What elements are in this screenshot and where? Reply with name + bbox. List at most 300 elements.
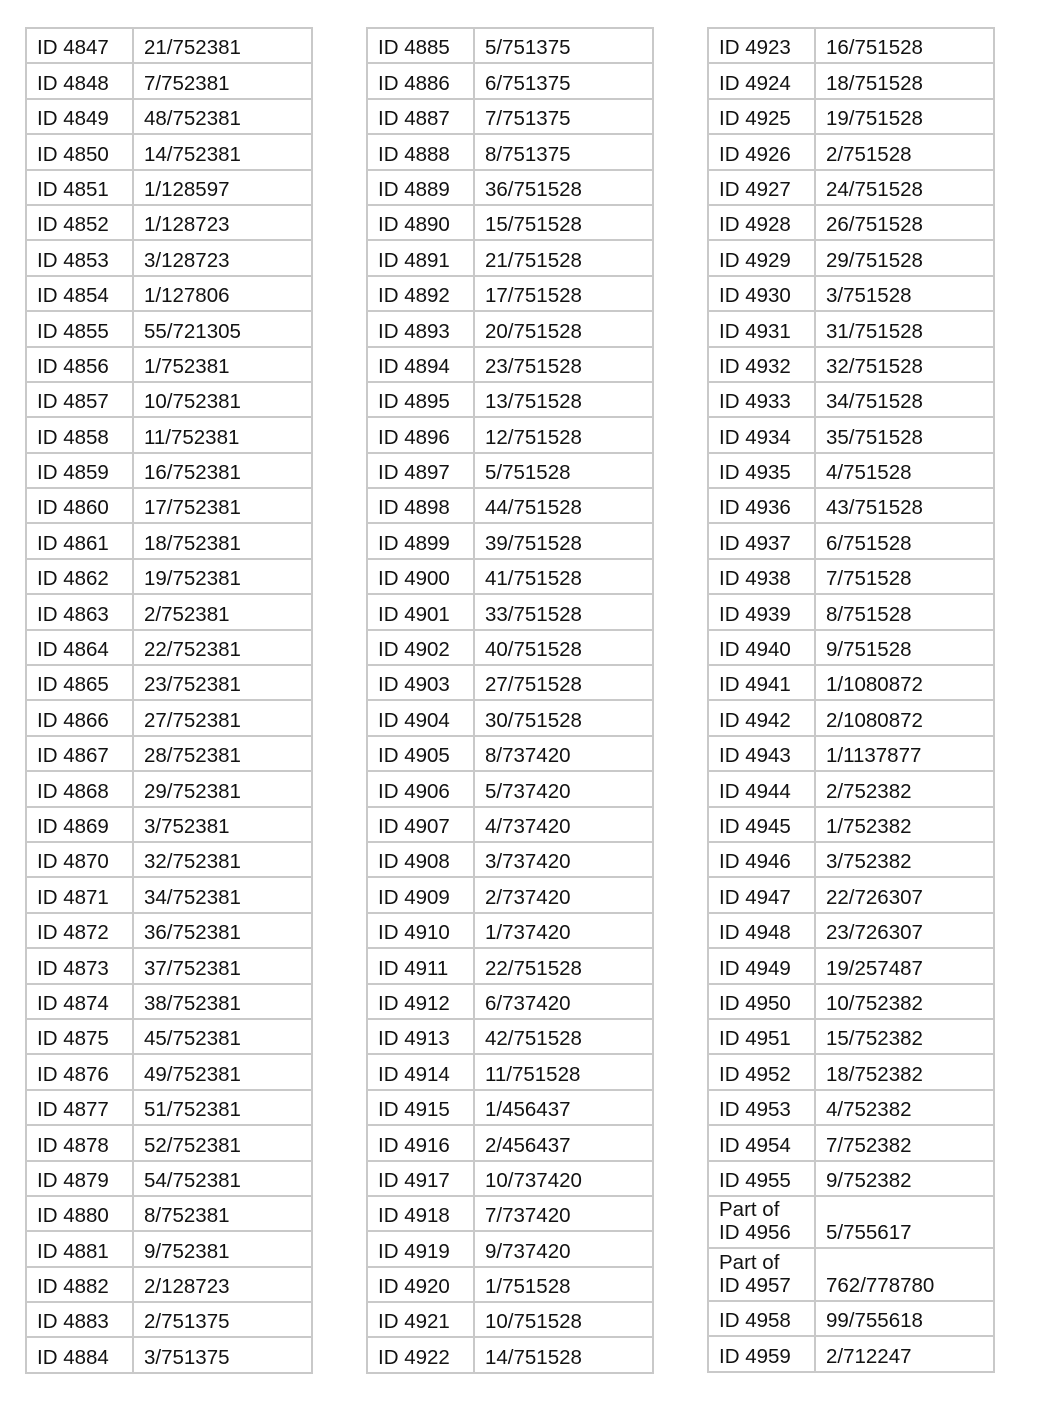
id-text: ID 4905 xyxy=(378,744,450,768)
id-text: ID 4872 xyxy=(37,921,109,945)
id-text: ID 4946 xyxy=(719,850,791,874)
reference-text: 31/751528 xyxy=(826,319,923,343)
id-text: ID 4908 xyxy=(378,850,450,874)
reference-cell xyxy=(474,913,653,948)
reference-text: 5/737420 xyxy=(485,779,571,803)
reference-text: 8/751375 xyxy=(485,142,571,166)
table-row xyxy=(708,1090,994,1125)
reference-text: 34/752381 xyxy=(144,885,241,909)
id-text: ID 4858 xyxy=(37,425,109,449)
table-row xyxy=(367,913,653,948)
reference-cell xyxy=(815,347,994,382)
table-row xyxy=(708,134,994,169)
table-row xyxy=(367,1125,653,1160)
id-text: ID 4914 xyxy=(378,1062,450,1086)
id-cell xyxy=(26,134,133,169)
id-cell xyxy=(708,665,815,700)
table-row xyxy=(26,1125,312,1160)
reference-text: 34/751528 xyxy=(826,390,923,414)
id-text: ID 4928 xyxy=(719,213,791,237)
reference-text: 9/751528 xyxy=(826,638,912,662)
id-cell xyxy=(26,1231,133,1266)
reference-text: 23/751528 xyxy=(485,354,582,378)
id-text: ID 4927 xyxy=(719,177,791,201)
table-row xyxy=(708,28,994,63)
id-text: ID 4925 xyxy=(719,107,791,131)
id-cell xyxy=(708,771,815,806)
reference-cell xyxy=(474,1125,653,1160)
reference-cell xyxy=(474,700,653,735)
reference-text: 18/752382 xyxy=(826,1062,923,1086)
reference-cell xyxy=(474,1337,653,1372)
id-text: ID 4867 xyxy=(37,744,109,768)
id-cell xyxy=(367,1054,474,1089)
reference-text: 9/752381 xyxy=(144,1239,230,1263)
reference-cell xyxy=(474,665,653,700)
id-cell xyxy=(26,170,133,205)
reference-text: 41/751528 xyxy=(485,567,582,591)
id-text: ID 4939 xyxy=(719,602,791,626)
table-row xyxy=(367,1054,653,1089)
id-table-column-1 xyxy=(25,27,313,1374)
reference-cell xyxy=(133,1231,312,1266)
table-row xyxy=(26,559,312,594)
table-row xyxy=(708,594,994,629)
reference-cell xyxy=(815,807,994,842)
id-text: ID 4866 xyxy=(37,708,109,732)
reference-text: 8/752381 xyxy=(144,1204,230,1228)
id-cell xyxy=(26,948,133,983)
reference-cell xyxy=(815,842,994,877)
reference-text: 27/751528 xyxy=(485,673,582,697)
reference-cell xyxy=(815,1125,994,1160)
table-row xyxy=(367,240,653,275)
id-cell xyxy=(708,347,815,382)
id-cell xyxy=(708,28,815,63)
reference-cell xyxy=(474,877,653,912)
id-cell xyxy=(26,842,133,877)
table-row xyxy=(367,1302,653,1337)
reference-cell xyxy=(133,877,312,912)
id-text: ID 4916 xyxy=(378,1133,450,1157)
id-cell xyxy=(367,913,474,948)
table-row xyxy=(26,1267,312,1302)
id-text: ID 4848 xyxy=(37,71,109,95)
id-cell xyxy=(708,1054,815,1089)
id-text: ID 4893 xyxy=(378,319,450,343)
id-text: ID 4863 xyxy=(37,602,109,626)
id-cell xyxy=(708,984,815,1019)
id-cell xyxy=(26,913,133,948)
table-row xyxy=(708,1336,994,1371)
table-row xyxy=(26,205,312,240)
id-cell xyxy=(708,488,815,523)
id-text: ID 4852 xyxy=(37,213,109,237)
id-cell xyxy=(367,1302,474,1337)
reference-text: 33/751528 xyxy=(485,602,582,626)
id-cell xyxy=(708,170,815,205)
id-cell xyxy=(367,453,474,488)
id-cell xyxy=(26,559,133,594)
id-cell xyxy=(708,1019,815,1054)
id-text: ID 4875 xyxy=(37,1027,109,1051)
id-cell xyxy=(26,488,133,523)
id-text: ID 4919 xyxy=(378,1239,450,1263)
reference-text: 49/752381 xyxy=(144,1062,241,1086)
reference-text: 2/752382 xyxy=(826,779,912,803)
table-row xyxy=(708,488,994,523)
id-cell xyxy=(708,736,815,771)
reference-cell xyxy=(815,984,994,1019)
id-text: ID 4951 xyxy=(719,1027,791,1051)
reference-text: 26/751528 xyxy=(826,213,923,237)
id-text: ID 4886 xyxy=(378,71,450,95)
table-row xyxy=(26,665,312,700)
table-row xyxy=(708,311,994,346)
id-cell xyxy=(367,1231,474,1266)
reference-text: 32/751528 xyxy=(826,354,923,378)
reference-cell xyxy=(133,1161,312,1196)
reference-cell xyxy=(815,417,994,452)
reference-text: 1/737420 xyxy=(485,921,571,945)
id-text: ID 4900 xyxy=(378,567,450,591)
id-text: ID 4945 xyxy=(719,814,791,838)
id-cell xyxy=(367,594,474,629)
table-row xyxy=(26,170,312,205)
reference-cell xyxy=(815,99,994,134)
reference-cell xyxy=(474,488,653,523)
table-row xyxy=(708,913,994,948)
id-cell xyxy=(367,276,474,311)
table-row xyxy=(708,736,994,771)
id-text: ID 4884 xyxy=(37,1345,109,1369)
reference-text: 1/752382 xyxy=(826,814,912,838)
reference-text: 2/752381 xyxy=(144,602,230,626)
id-text: ID 4954 xyxy=(719,1133,791,1157)
table-row xyxy=(708,1125,994,1160)
id-cell xyxy=(26,877,133,912)
reference-text: 16/751528 xyxy=(826,36,923,60)
reference-cell xyxy=(474,807,653,842)
reference-text: 10/752381 xyxy=(144,390,241,414)
id-cell xyxy=(367,205,474,240)
table-row xyxy=(367,559,653,594)
reference-cell xyxy=(815,665,994,700)
id-cell xyxy=(26,630,133,665)
table-row xyxy=(708,523,994,558)
reference-text: 24/751528 xyxy=(826,177,923,201)
id-cell xyxy=(26,594,133,629)
id-cell xyxy=(367,807,474,842)
table-row xyxy=(367,630,653,665)
reference-text: 3/751375 xyxy=(144,1345,230,1369)
reference-cell xyxy=(474,1090,653,1125)
table-row xyxy=(26,630,312,665)
table-row xyxy=(708,1054,994,1089)
id-text: ID 4909 xyxy=(378,885,450,909)
id-cell xyxy=(367,1125,474,1160)
id-text: ID 4910 xyxy=(378,921,450,945)
reference-text: 99/755618 xyxy=(826,1309,923,1333)
id-cell xyxy=(26,311,133,346)
table-row xyxy=(367,948,653,983)
reference-text: 40/751528 xyxy=(485,638,582,662)
reference-cell xyxy=(133,1090,312,1125)
reference-cell xyxy=(815,700,994,735)
id-cell xyxy=(26,276,133,311)
id-text: ID 4943 xyxy=(719,744,791,768)
reference-text: 7/751528 xyxy=(826,567,912,591)
reference-text: 36/751528 xyxy=(485,177,582,201)
reference-text: 9/737420 xyxy=(485,1239,571,1263)
reference-text: 762/778780 xyxy=(826,1273,935,1297)
reference-cell xyxy=(815,28,994,63)
id-cell xyxy=(367,99,474,134)
id-text: ID 4926 xyxy=(719,142,791,166)
table-row xyxy=(367,276,653,311)
id-text: ID 4912 xyxy=(378,991,450,1015)
id-text: ID 4922 xyxy=(378,1345,450,1369)
id-cell xyxy=(708,594,815,629)
table-row xyxy=(26,99,312,134)
id-cell xyxy=(367,1337,474,1372)
reference-cell xyxy=(474,170,653,205)
id-text: ID 4891 xyxy=(378,248,450,272)
id-cell xyxy=(367,948,474,983)
reference-text: 51/752381 xyxy=(144,1098,241,1122)
table-row xyxy=(367,665,653,700)
reference-cell xyxy=(474,28,653,63)
reference-text: 15/752382 xyxy=(826,1027,923,1051)
reference-cell xyxy=(133,276,312,311)
reference-text: 19/257487 xyxy=(826,956,923,980)
id-cell xyxy=(708,453,815,488)
id-text: ID 4952 xyxy=(719,1062,791,1086)
table-row xyxy=(26,1302,312,1337)
reference-cell xyxy=(815,382,994,417)
table-row xyxy=(367,1090,653,1125)
reference-cell xyxy=(133,134,312,169)
id-text: ID 4879 xyxy=(37,1168,109,1192)
reference-text: 1/751528 xyxy=(485,1275,571,1299)
reference-text: 1/752381 xyxy=(144,354,230,378)
reference-cell xyxy=(133,1054,312,1089)
reference-text: 5/755617 xyxy=(826,1221,912,1245)
table-row xyxy=(708,665,994,700)
id-text: ID 4947 xyxy=(719,885,791,909)
reference-cell xyxy=(474,417,653,452)
reference-cell xyxy=(133,1337,312,1372)
id-text: ID 4851 xyxy=(37,177,109,201)
reference-cell xyxy=(474,736,653,771)
id-text: ID 4850 xyxy=(37,142,109,166)
reference-cell xyxy=(815,488,994,523)
table-row xyxy=(708,417,994,452)
table-row xyxy=(708,807,994,842)
reference-cell xyxy=(815,771,994,806)
reference-text: 18/752381 xyxy=(144,531,241,555)
reference-cell xyxy=(133,807,312,842)
table-row xyxy=(367,984,653,1019)
table-row xyxy=(708,453,994,488)
id-text: ID 4869 xyxy=(37,814,109,838)
id-cell xyxy=(708,240,815,275)
id-text: ID 4855 xyxy=(37,319,109,343)
id-cell xyxy=(26,736,133,771)
table-row xyxy=(26,842,312,877)
id-text: ID 4940 xyxy=(719,638,791,662)
reference-text: 52/752381 xyxy=(144,1133,241,1157)
table-row xyxy=(708,170,994,205)
table-row xyxy=(708,630,994,665)
table-row xyxy=(367,736,653,771)
reference-cell xyxy=(133,347,312,382)
reference-text: 7/751375 xyxy=(485,107,571,131)
id-cell xyxy=(26,1161,133,1196)
reference-text: 10/751528 xyxy=(485,1310,582,1334)
id-text: ID 4934 xyxy=(719,425,791,449)
id-text: ID 4881 xyxy=(37,1239,109,1263)
reference-cell xyxy=(133,842,312,877)
reference-cell xyxy=(474,347,653,382)
table-row xyxy=(708,99,994,134)
id-text: ID 4917 xyxy=(378,1168,450,1192)
reference-cell xyxy=(815,63,994,98)
reference-text: 29/752381 xyxy=(144,779,241,803)
reference-text: 8/737420 xyxy=(485,744,571,768)
id-text: ID 4880 xyxy=(37,1204,109,1228)
table-row xyxy=(367,488,653,523)
table-row xyxy=(26,382,312,417)
reference-cell xyxy=(815,170,994,205)
reference-text: 1/128597 xyxy=(144,177,230,201)
id-text: ID 4920 xyxy=(378,1275,450,1299)
reference-cell xyxy=(815,134,994,169)
id-cell xyxy=(708,382,815,417)
id-text: ID 4918 xyxy=(378,1204,450,1228)
reference-text: 13/751528 xyxy=(485,390,582,414)
reference-cell xyxy=(474,1231,653,1266)
reference-cell xyxy=(815,877,994,912)
reference-cell xyxy=(815,1336,994,1371)
id-cell xyxy=(26,984,133,1019)
id-cell xyxy=(708,417,815,452)
reference-text: 32/752381 xyxy=(144,850,241,874)
reference-text: 22/726307 xyxy=(826,885,923,909)
id-text: ID 4853 xyxy=(37,248,109,272)
table-row xyxy=(26,948,312,983)
id-text: Part of ID 4957 xyxy=(719,1250,791,1297)
id-text: ID 4904 xyxy=(378,708,450,732)
id-text: ID 4959 xyxy=(719,1344,791,1368)
id-cell xyxy=(708,523,815,558)
reference-text: 36/752381 xyxy=(144,921,241,945)
table-row xyxy=(708,984,994,1019)
id-cell xyxy=(26,417,133,452)
reference-cell xyxy=(133,170,312,205)
id-cell xyxy=(26,523,133,558)
id-text: ID 4849 xyxy=(37,107,109,131)
id-text: ID 4856 xyxy=(37,354,109,378)
table-row xyxy=(367,382,653,417)
reference-cell xyxy=(474,311,653,346)
id-text: ID 4901 xyxy=(378,602,450,626)
id-table-column-3 xyxy=(707,27,995,1373)
id-text: ID 4885 xyxy=(378,36,450,60)
id-text: ID 4871 xyxy=(37,885,109,909)
id-cell xyxy=(26,1125,133,1160)
reference-text: 3/751528 xyxy=(826,284,912,308)
reference-cell xyxy=(133,417,312,452)
id-cell xyxy=(367,311,474,346)
reference-cell xyxy=(474,594,653,629)
id-cell xyxy=(708,1090,815,1125)
table-row xyxy=(708,877,994,912)
reference-cell xyxy=(133,594,312,629)
id-cell xyxy=(367,240,474,275)
table-row xyxy=(26,877,312,912)
id-text: ID 4937 xyxy=(719,531,791,555)
reference-text: 8/751528 xyxy=(826,602,912,626)
reference-cell xyxy=(474,240,653,275)
reference-cell xyxy=(815,1054,994,1089)
id-cell xyxy=(367,1090,474,1125)
reference-text: 11/752381 xyxy=(144,425,240,449)
reference-cell xyxy=(815,240,994,275)
reference-text: 28/752381 xyxy=(144,744,241,768)
id-cell xyxy=(708,842,815,877)
id-text: ID 4924 xyxy=(719,71,791,95)
reference-text: 23/726307 xyxy=(826,921,923,945)
id-cell xyxy=(708,134,815,169)
table-row xyxy=(26,984,312,1019)
reference-text: 43/751528 xyxy=(826,496,923,520)
id-text: ID 4938 xyxy=(719,567,791,591)
id-text: ID 4877 xyxy=(37,1098,109,1122)
table-row xyxy=(708,63,994,98)
table-row xyxy=(367,1337,653,1372)
reference-text: 22/752381 xyxy=(144,638,241,662)
reference-cell xyxy=(815,1248,994,1301)
reference-text: 2/751528 xyxy=(826,142,912,166)
table-row xyxy=(708,1248,994,1301)
reference-cell xyxy=(133,311,312,346)
id-cell xyxy=(26,347,133,382)
reference-text: 54/752381 xyxy=(144,1168,241,1192)
id-cell xyxy=(708,630,815,665)
id-cell xyxy=(26,1337,133,1372)
reference-text: 6/751375 xyxy=(485,71,571,95)
reference-text: 55/721305 xyxy=(144,319,241,343)
table-row xyxy=(708,205,994,240)
reference-cell xyxy=(133,771,312,806)
id-text: ID 4911 xyxy=(378,956,449,980)
reference-text: 5/751528 xyxy=(485,461,571,485)
reference-text: 11/751528 xyxy=(485,1062,581,1086)
id-cell xyxy=(367,134,474,169)
table-row xyxy=(708,1301,994,1336)
table-row xyxy=(708,382,994,417)
reference-text: 27/752381 xyxy=(144,708,241,732)
table-row xyxy=(708,347,994,382)
id-text: ID 4859 xyxy=(37,461,109,485)
id-cell xyxy=(367,1019,474,1054)
id-text: ID 4941 xyxy=(719,673,791,697)
reference-cell xyxy=(474,1302,653,1337)
id-text: ID 4898 xyxy=(378,496,450,520)
table-row xyxy=(367,453,653,488)
reference-cell xyxy=(815,1301,994,1336)
